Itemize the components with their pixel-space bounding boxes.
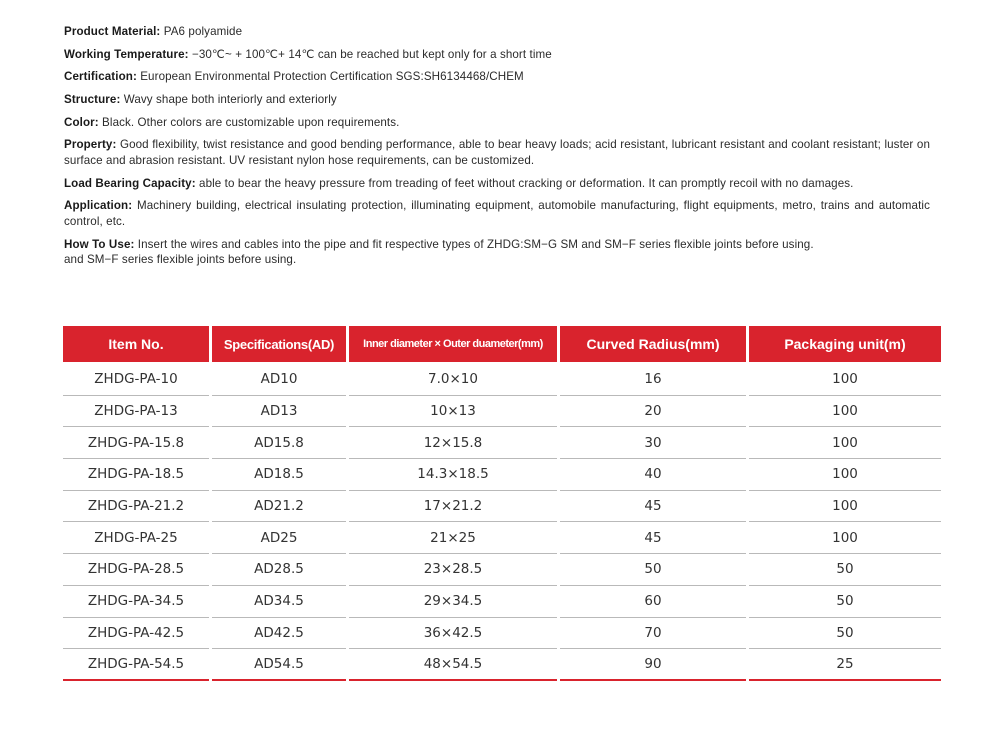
cell-packaging-unit: 100 <box>749 364 941 396</box>
table-row <box>63 396 941 428</box>
cell-item-no: ZHDG-PA-13 <box>63 396 209 428</box>
spec-application <box>64 198 930 229</box>
table-row <box>63 491 941 523</box>
spec-value: Black. Other colors are customizable upon requirements. <box>98 115 400 129</box>
spec-color <box>64 115 930 131</box>
cell-curved-radius: 50 <box>560 554 746 586</box>
cell-curved-radius: 16 <box>560 364 746 396</box>
table-row <box>63 427 941 459</box>
spec-value: −30℃~ + 100℃+ 14℃ can be reached but kept only for a short time <box>188 47 552 61</box>
header-diameter: Inner diameter × Outer duameter(mm) <box>349 326 557 364</box>
cell-curved-radius: 45 <box>560 491 746 523</box>
cell-packaging-unit: 50 <box>749 554 941 586</box>
cell-specification: AD15.8 <box>212 427 346 459</box>
cell-curved-radius: 40 <box>560 459 746 491</box>
spec-value: Machinery building, electrical insulating protection, illuminating equipment, automobile manufacturing, flight equipments, metro, trains and automatic control, etc. <box>64 199 930 228</box>
cell-packaging-unit: 100 <box>749 491 941 523</box>
cell-curved-radius: 30 <box>560 427 746 459</box>
spec-label: Application: <box>64 199 133 213</box>
spec-value: Wavy shape both interiorly and exteriorly <box>120 93 337 107</box>
cell-item-no: ZHDG-PA-18.5 <box>63 459 209 491</box>
spec-value: Insert the wires and cables into the pipe and fit respective types of ZHDG:SM−G SM and SM−F series flexible joints before using. <box>134 237 814 251</box>
spec-working-temperature <box>64 47 930 63</box>
cell-specification: AD13 <box>212 396 346 428</box>
table-row <box>63 459 941 491</box>
cell-specification: AD54.5 <box>212 649 346 681</box>
spec-structure <box>64 92 930 108</box>
spec-label: Property: <box>64 138 117 152</box>
cell-diameter: 23×28.5 <box>349 554 557 586</box>
cell-curved-radius: 20 <box>560 396 746 428</box>
spec-value: PA6 polyamide <box>160 25 243 38</box>
table-row <box>63 554 941 586</box>
cell-item-no: ZHDG-PA-54.5 <box>63 649 209 681</box>
spec-value: European Environmental Protection Certification SGS:SH6134468/CHEM <box>136 70 524 84</box>
spec-label: Product Material: <box>64 25 161 38</box>
cell-curved-radius: 45 <box>560 522 746 554</box>
spec-how-to-use <box>64 237 930 268</box>
cell-item-no: ZHDG-PA-15.8 <box>63 427 209 459</box>
header-curved-radius: Curved Radius(mm) <box>560 326 746 364</box>
spec-load-bearing-capacity <box>64 176 930 192</box>
cell-diameter: 7.0×10 <box>349 364 557 396</box>
cell-item-no: ZHDG-PA-28.5 <box>63 554 209 586</box>
spec-label: Structure: <box>64 93 121 107</box>
cell-item-no: ZHDG-PA-25 <box>63 522 209 554</box>
table-row <box>63 522 941 554</box>
cell-diameter: 48×54.5 <box>349 649 557 681</box>
cell-item-no: ZHDG-PA-34.5 <box>63 586 209 618</box>
cell-packaging-unit: 100 <box>749 459 941 491</box>
cell-item-no: ZHDG-PA-42.5 <box>63 618 209 650</box>
spec-label: Load Bearing Capacity: <box>64 176 196 190</box>
cell-curved-radius: 60 <box>560 586 746 618</box>
cell-specification: AD10 <box>212 364 346 396</box>
cell-diameter: 14.3×18.5 <box>349 459 557 491</box>
spec-table-wrapper <box>63 326 929 681</box>
cell-item-no: ZHDG-PA-10 <box>63 364 209 396</box>
cell-diameter: 17×21.2 <box>349 491 557 523</box>
cell-specification: AD42.5 <box>212 618 346 650</box>
spec-property <box>64 137 930 168</box>
cell-packaging-unit: 100 <box>749 427 941 459</box>
cell-diameter: 36×42.5 <box>349 618 557 650</box>
cell-specification: AD34.5 <box>212 586 346 618</box>
cell-specification: AD18.5 <box>212 459 346 491</box>
cell-packaging-unit: 50 <box>749 586 941 618</box>
cell-packaging-unit: 25 <box>749 649 941 681</box>
spec-product-material <box>64 24 930 40</box>
table-row <box>63 364 941 396</box>
cell-diameter: 10×13 <box>349 396 557 428</box>
cell-packaging-unit: 100 <box>749 522 941 554</box>
cell-specification: AD28.5 <box>212 554 346 586</box>
spec-label: Working Temperature: <box>64 47 189 61</box>
cell-packaging-unit: 50 <box>749 618 941 650</box>
header-packaging-unit: Packaging unit(m) <box>749 326 941 364</box>
cell-diameter: 12×15.8 <box>349 427 557 459</box>
header-specifications: Specifications(AD) <box>212 326 346 364</box>
header-item-no: Item No. <box>63 326 209 364</box>
cell-specification: AD21.2 <box>212 491 346 523</box>
spec-label: How To Use: <box>64 237 135 251</box>
table-row <box>63 618 941 650</box>
spec-table <box>60 326 944 681</box>
cell-curved-radius: 90 <box>560 649 746 681</box>
spec-value: Good flexibility, twist resistance and good bending performance, able to bear heavy loads; acid resistant, lubricant resistant and coolant resistant; luster on surface and abrasion resistant. UV resistant nylon hose requirements, can be customized. <box>64 138 930 167</box>
spec-value: able to bear the heavy pressure from treading of feet without cracking or deformation. It can promptly recoil with no damages. <box>195 176 854 190</box>
table-row <box>63 649 941 681</box>
cell-curved-radius: 70 <box>560 618 746 650</box>
spec-label: Color: <box>64 115 99 129</box>
spec-list <box>64 24 930 275</box>
spec-certification <box>64 69 930 85</box>
cell-specification: AD25 <box>212 522 346 554</box>
spec-value-continued: and SM−F series flexible joints before using. <box>64 253 297 266</box>
table-header-row <box>63 326 941 364</box>
cell-diameter: 21×25 <box>349 522 557 554</box>
cell-packaging-unit: 100 <box>749 396 941 428</box>
spec-label: Certification: <box>64 70 137 84</box>
table-row <box>63 586 941 618</box>
cell-item-no: ZHDG-PA-21.2 <box>63 491 209 523</box>
cell-diameter: 29×34.5 <box>349 586 557 618</box>
